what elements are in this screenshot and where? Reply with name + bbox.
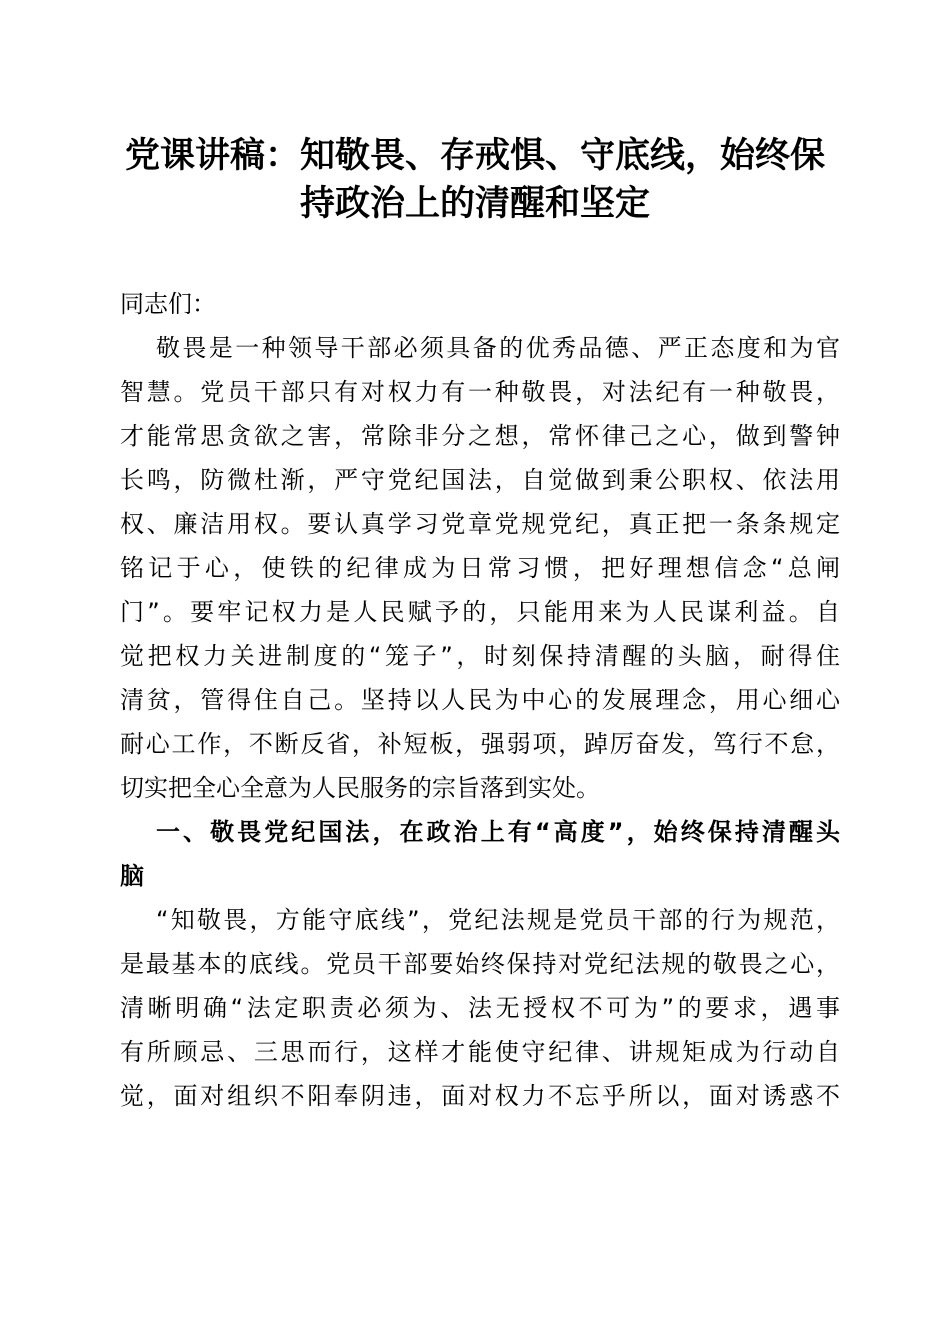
heading-line: 脑 [120, 862, 144, 890]
paragraph-line: 耐心工作，不断反省，补短板，强弱项，踔厉奋发，笃行不怠， [120, 730, 840, 758]
paragraph-line: 清贫，管得住自己。坚持以人民为中心的发展理念，用心细心 [120, 686, 840, 714]
paragraph-line: 有所顾忌、三思而行，这样才能使守纪律、讲规矩成为行动自 [120, 1038, 840, 1066]
paragraph-line: 觉，面对组织不阳奉阴违，面对权力不忘乎所以，面对诱惑不 [120, 1082, 840, 1110]
section-heading-1 [120, 810, 840, 898]
paragraph-line: 才能常思贪欲之害，常除非分之想，常怀律己之心，做到警钟 [120, 422, 840, 450]
paragraph-line: 智慧。党员干部只有对权力有一种敬畏，对法纪有一种敬畏， [120, 378, 840, 406]
paragraph-1 [120, 326, 840, 810]
paragraph-line: 是最基本的底线。党员干部要始终保持对党纪法规的敬畏之心， [120, 950, 840, 978]
paragraph-line: “知敬畏，方能守底线”，党纪法规是党员干部的行为规范， [156, 906, 840, 934]
title-line-1: 党课讲稿：知敬畏、存戒惧、守底线，始终保 [124, 135, 825, 176]
heading-line: 一、敬畏党纪国法，在政治上有“高度”，始终保持清醒头 [156, 818, 840, 846]
paragraph-line: 铭记于心，使铁的纪律成为日常习惯，把好理想信念“总闸 [120, 554, 840, 582]
title-line-2: 持政治上的清醒和坚定 [299, 183, 650, 224]
paragraph-line: 长鸣，防微杜渐，严守党纪国法，自觉做到秉公职权、依法用 [120, 466, 840, 494]
paragraph-line: 门”。要牢记权力是人民赋予的，只能用来为人民谋利益。自 [120, 598, 840, 626]
greeting: 同志们： [120, 290, 216, 318]
paragraph-line: 切实把全心全意为人民服务的宗旨落到实处。 [120, 774, 600, 802]
paragraph-2 [120, 898, 840, 1118]
document-title [100, 132, 850, 228]
paragraph-line: 觉把权力关进制度的“笼子”，时刻保持清醒的头脑，耐得住 [120, 642, 840, 670]
paragraph-line: 权、廉洁用权。要认真学习党章党规党纪，真正把一条条规定 [120, 510, 840, 538]
paragraph-line: 敬畏是一种领导干部必须具备的优秀品德、严正态度和为官 [156, 334, 840, 362]
document-body [120, 282, 840, 1118]
paragraph-line: 清晰明确“法定职责必须为、法无授权不可为”的要求，遇事 [120, 994, 840, 1022]
